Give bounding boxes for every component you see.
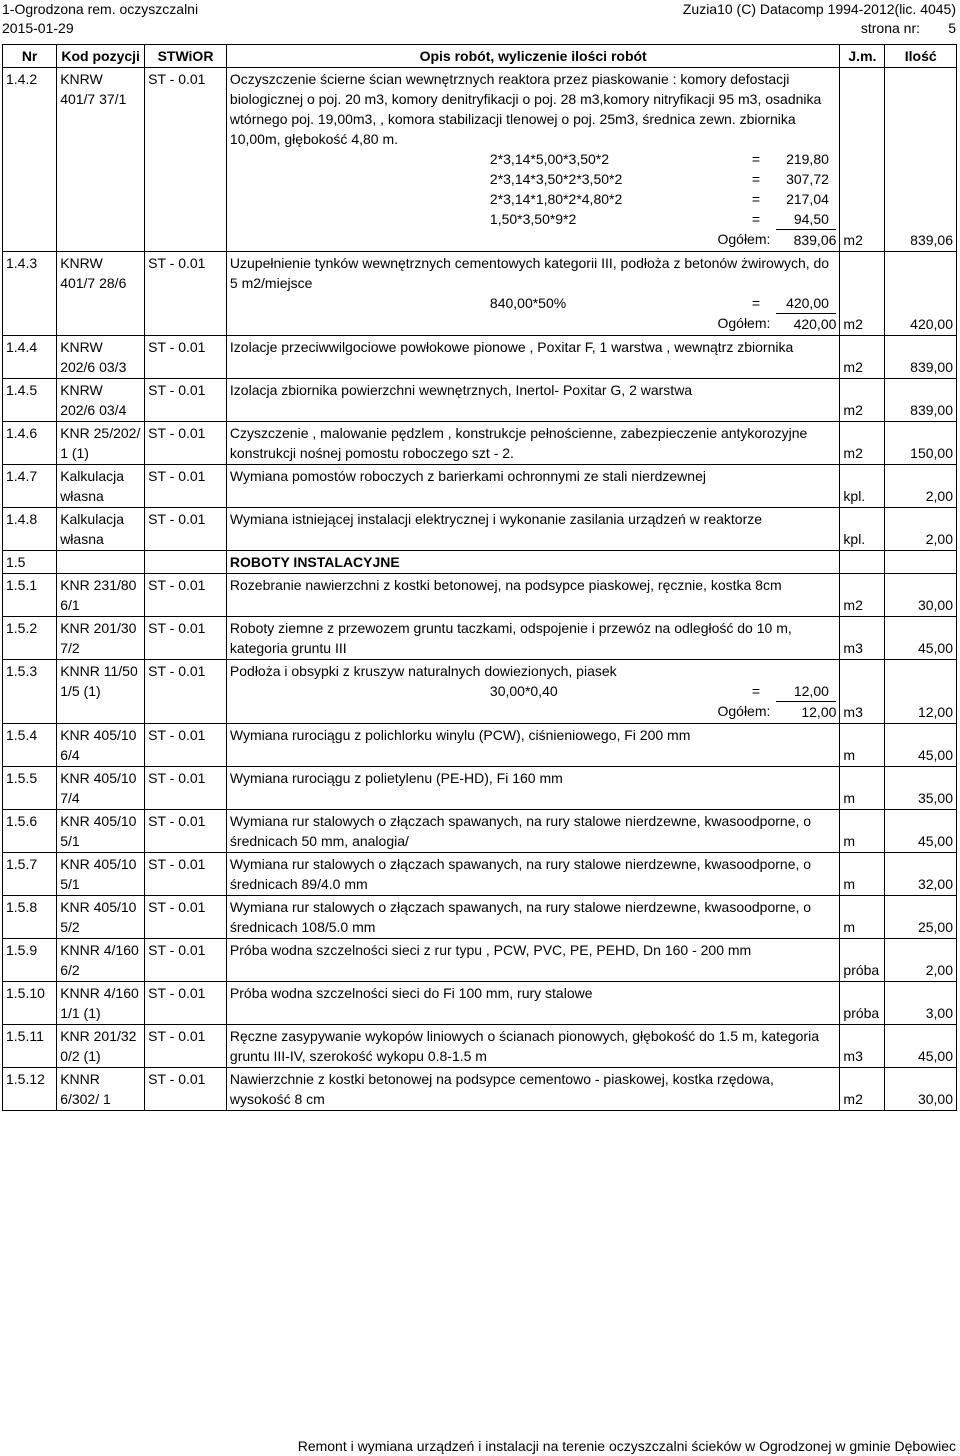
row-ilosc: 30,00 (885, 574, 957, 617)
row-stwior: ST - 0.01 (145, 508, 227, 551)
row-stwior: ST - 0.01 (145, 853, 227, 896)
calc-val: 420,00 (786, 295, 829, 311)
calc-expr: 840,00*50% (489, 295, 567, 311)
row-ilosc: 839,00 (885, 379, 957, 422)
calc-val: 94,50 (793, 211, 829, 227)
row-opis (226, 551, 840, 574)
row-description: Wymiana pomostów roboczych z barierkami ochronnymi ze stali nierdzewnej (229, 468, 706, 484)
row-stwior: ST - 0.01 (145, 660, 227, 724)
row-description: Wymiana rurociągu z polietylenu (PE-HD), Fi 160 mm (229, 770, 563, 786)
row-nr: 1.4.6 (3, 422, 57, 465)
row-description: Wymiana rurociągu z polichlorku winylu (PCW), ciśnieniowego, Fi 200 mm (229, 727, 691, 743)
row-opis (226, 810, 840, 853)
row-kod: KNRW 202/6 03/4 (57, 379, 145, 422)
calc-expr: 2*3,14*1,80*2*4,80*2 (489, 191, 623, 207)
calc-expr: 1,50*3,50*9*2 (489, 211, 577, 227)
row-opis (226, 336, 840, 379)
col-header-kod: Kod pozycji (57, 45, 145, 68)
calc-line (230, 189, 837, 209)
row-description: Podłoża i obsypki z kruszyw naturalnych dowiezionych, piasek (229, 663, 617, 679)
row-stwior: ST - 0.01 (145, 939, 227, 982)
row-nr: 1.4.4 (3, 336, 57, 379)
software-info: Zuzia10 (C) Datacomp 1994-2012(lic. 4045) (682, 1, 956, 17)
calc-eq: = (751, 151, 761, 167)
row-description: Uzupełnienie tynków wewnętrznych cementowych kategorii III, podłoża z betonów żwirowych, do 5 m2/miejsce (229, 255, 830, 291)
row-stwior: ST - 0.01 (145, 617, 227, 660)
row-kod: KNNR 6/302/ 1 (57, 1068, 145, 1111)
row-description: Rozebranie nawierzchni z kostki betonowej, na podsypce piaskowej, ręcznie, kostka 8cm (229, 577, 782, 593)
row-ilosc: 12,00 (885, 660, 957, 724)
cost-table (2, 44, 957, 1111)
row-description: Izolacje przeciwwilgociowe powłokowe pionowe , Poxitar F, 1 warstwa , wewnątrz zbiornika (229, 339, 794, 355)
row-jm: m3 (840, 617, 885, 660)
row-opis (226, 68, 840, 252)
row-nr: 1.5.1 (3, 574, 57, 617)
calc-line (230, 293, 837, 313)
row-ilosc: 2,00 (885, 465, 957, 508)
row-nr: 1.4.8 (3, 508, 57, 551)
row-nr: 1.5.11 (3, 1025, 57, 1068)
row-jm: m (840, 810, 885, 853)
row-stwior: ST - 0.01 (145, 379, 227, 422)
row-nr: 1.4.7 (3, 465, 57, 508)
table-row (3, 336, 957, 379)
row-stwior: ST - 0.01 (145, 574, 227, 617)
row-jm: m2 (840, 336, 885, 379)
row-ilosc: 3,00 (885, 982, 957, 1025)
row-ilosc: 839,00 (885, 336, 957, 379)
row-kod: KNR 405/10 5/2 (57, 896, 145, 939)
row-jm: m (840, 767, 885, 810)
row-stwior (145, 551, 227, 574)
table-row (3, 939, 957, 982)
row-jm: kpl. (840, 508, 885, 551)
row-description: Izolacja zbiornika powierzchni wewnętrznych, Inertol- Poxitar G, 2 warstwa (229, 382, 693, 398)
table-row (3, 853, 957, 896)
row-description: Roboty ziemne z przewozem gruntu taczkami, odspojenie i przewóz na odległość do 10 m, kategoria gruntu III (229, 620, 792, 656)
row-kod: KNRW 401/7 28/6 (57, 252, 145, 336)
table-row (3, 465, 957, 508)
row-kod: KNRW 401/7 37/1 (57, 68, 145, 252)
row-nr: 1.5.5 (3, 767, 57, 810)
row-nr: 1.4.2 (3, 68, 57, 252)
row-stwior: ST - 0.01 (145, 422, 227, 465)
row-stwior: ST - 0.01 (145, 724, 227, 767)
calc-eq: = (751, 191, 761, 207)
row-stwior: ST - 0.01 (145, 336, 227, 379)
row-stwior: ST - 0.01 (145, 1068, 227, 1111)
page-number: 5 (948, 20, 956, 36)
calc-eq: = (751, 171, 761, 187)
row-stwior: ST - 0.01 (145, 1025, 227, 1068)
row-ilosc: 45,00 (885, 1025, 957, 1068)
row-opis (226, 1068, 840, 1111)
row-jm: m2 (840, 379, 885, 422)
total-value: 12,00 (776, 701, 836, 722)
col-header-nr: Nr (3, 45, 57, 68)
row-jm: m3 (840, 660, 885, 724)
row-nr: 1.5.9 (3, 939, 57, 982)
row-ilosc: 150,00 (885, 422, 957, 465)
row-opis (226, 422, 840, 465)
total-value: 839,06 (776, 229, 836, 250)
row-opis (226, 1025, 840, 1068)
table-row (3, 574, 957, 617)
table-row (3, 1068, 957, 1111)
row-opis (226, 379, 840, 422)
document-title: 1-Ogrodzona rem. oczyszczalni (2, 1, 199, 17)
calc-val: 219,80 (786, 151, 829, 167)
row-opis (226, 896, 840, 939)
row-ilosc: 30,00 (885, 1068, 957, 1111)
row-stwior: ST - 0.01 (145, 767, 227, 810)
row-kod: Kalkulacja własna (57, 508, 145, 551)
total-label: Ogółem: (717, 231, 771, 247)
calc-line (230, 681, 837, 701)
table-row (3, 508, 957, 551)
row-jm: m (840, 896, 885, 939)
row-kod: KNR 231/80 6/1 (57, 574, 145, 617)
row-stwior: ST - 0.01 (145, 465, 227, 508)
row-jm: próba (840, 982, 885, 1025)
row-kod: KNR 405/10 5/1 (57, 853, 145, 896)
row-kod: KNRW 202/6 03/3 (57, 336, 145, 379)
table-row (3, 724, 957, 767)
table-row (3, 767, 957, 810)
row-jm: próba (840, 939, 885, 982)
row-opis (226, 508, 840, 551)
document-date: 2015-01-29 (2, 20, 74, 36)
table-row (3, 551, 957, 574)
table-row (3, 379, 957, 422)
row-kod: KNR 405/10 7/4 (57, 767, 145, 810)
calc-line (230, 169, 837, 189)
total-line (230, 313, 837, 334)
table-row (3, 252, 957, 336)
row-kod: KNR 405/10 6/4 (57, 724, 145, 767)
row-ilosc: 35,00 (885, 767, 957, 810)
header-line-1 (0, 1, 960, 18)
row-description: ROBOTY INSTALACYJNE (229, 554, 400, 570)
row-nr: 1.5.4 (3, 724, 57, 767)
table-row (3, 617, 957, 660)
row-opis (226, 465, 840, 508)
row-stwior: ST - 0.01 (145, 896, 227, 939)
row-kod: KNNR 4/160 6/2 (57, 939, 145, 982)
row-opis (226, 853, 840, 896)
row-opis (226, 767, 840, 810)
calc-expr: 30,00*0,40 (489, 683, 558, 699)
row-ilosc: 25,00 (885, 896, 957, 939)
row-stwior: ST - 0.01 (145, 810, 227, 853)
row-description: Próba wodna szczelności sieci z rur typu , PCW, PVC, PE, PEHD, Dn 160 - 200 mm (229, 942, 752, 958)
calc-eq: = (751, 683, 761, 699)
row-kod: KNNR 4/160 1/1 (1) (57, 982, 145, 1025)
row-opis (226, 252, 840, 336)
calc-val: 307,72 (786, 171, 829, 187)
row-nr: 1.5 (3, 551, 57, 574)
calc-eq: = (751, 211, 761, 227)
row-ilosc: 45,00 (885, 724, 957, 767)
row-ilosc: 2,00 (885, 939, 957, 982)
total-label: Ogółem: (717, 315, 771, 331)
row-kod: Kalkulacja własna (57, 465, 145, 508)
col-header-jm: J.m. (840, 45, 885, 68)
row-kod: KNR 201/30 7/2 (57, 617, 145, 660)
row-ilosc: 45,00 (885, 617, 957, 660)
row-stwior: ST - 0.01 (145, 252, 227, 336)
row-stwior: ST - 0.01 (145, 982, 227, 1025)
row-ilosc: 2,00 (885, 508, 957, 551)
row-jm (840, 551, 885, 574)
total-label: Ogółem: (717, 703, 771, 719)
row-opis (226, 617, 840, 660)
row-nr: 1.5.8 (3, 896, 57, 939)
row-jm: m2 (840, 252, 885, 336)
calc-line (230, 149, 837, 169)
row-nr: 1.5.10 (3, 982, 57, 1025)
row-jm: m3 (840, 1025, 885, 1068)
col-header-stwior: STWiOR (145, 45, 227, 68)
table-row (3, 660, 957, 724)
row-opis (226, 574, 840, 617)
row-kod: KNR 405/10 5/1 (57, 810, 145, 853)
table-header-row (3, 45, 957, 68)
col-header-ilosc: Ilość (885, 45, 957, 68)
row-nr: 1.5.6 (3, 810, 57, 853)
row-nr: 1.4.5 (3, 379, 57, 422)
row-opis (226, 660, 840, 724)
row-kod (57, 551, 145, 574)
row-ilosc: 32,00 (885, 853, 957, 896)
page-footer: Remont i wymiana urządzeń i instalacji na terenie oczyszczalni ścieków w Ogrodzonej w gminie Dębowiec (297, 1438, 956, 1454)
row-opis (226, 982, 840, 1025)
row-opis (226, 724, 840, 767)
row-description: Oczyszczenie ścierne ścian wewnętrznych reaktora przez piaskowanie : komory defostacji biologicznej o poj. 20 m3, komory denitryfikacji o poj. 28 m3,komory nitryfikacji 95 m3, osadnika wtórnego poj. 19,00m3, , komora stabilizacji tlenowej o poj. 25m3, średnica zewn. zbiornika 10,00m, głębokość 4,80 m. (229, 71, 822, 147)
row-nr: 1.5.7 (3, 853, 57, 896)
total-line (230, 229, 837, 250)
row-opis (226, 939, 840, 982)
row-stwior: ST - 0.01 (145, 68, 227, 252)
row-jm: m2 (840, 422, 885, 465)
table-row (3, 810, 957, 853)
row-description: Próba wodna szczelności sieci do Fi 100 mm, rury stalowe (229, 985, 593, 1001)
row-nr: 1.5.3 (3, 660, 57, 724)
row-jm: m2 (840, 1068, 885, 1111)
row-ilosc: 45,00 (885, 810, 957, 853)
calc-val: 12,00 (793, 683, 829, 699)
calc-expr: 2*3,14*3,50*2*3,50*2 (489, 171, 623, 187)
row-description: Wymiana rur stalowych o złączach spawanych, na rury stalowe nierdzewne, kwasoodporne, o średnicach 50 mm, analogia/ (229, 813, 812, 849)
row-ilosc (885, 551, 957, 574)
row-kod: KNR 25/202/ 1 (1) (57, 422, 145, 465)
row-jm: m (840, 724, 885, 767)
row-jm: m2 (840, 68, 885, 252)
calc-expr: 2*3,14*5,00*3,50*2 (489, 151, 610, 167)
row-ilosc: 420,00 (885, 252, 957, 336)
row-description: Ręczne zasypywanie wykopów liniowych o ścianach pionowych, głębokość do 1.5 m, kategoria gruntu III-IV, szerokość wykopu 0.8-1.5 m (229, 1028, 819, 1064)
row-ilosc: 839,06 (885, 68, 957, 252)
calc-val: 217,04 (786, 191, 829, 207)
header-line-2 (0, 20, 960, 37)
calc-line (230, 209, 837, 229)
row-description: Czyszczenie , malowanie pędzlem , konstrukcje pełnościenne, zabezpieczenie antykorozyjne konstrukcji nośnej pomostu roboczego szt - 2. (229, 425, 808, 461)
table-row (3, 896, 957, 939)
col-header-opis: Opis robót, wyliczenie ilości robót (226, 45, 840, 68)
row-description: Wymiana rur stalowych o złączach spawanych, na rury stalowe nierdzewne, kwasoodporne, o średnicach 89/4.0 mm (229, 856, 812, 892)
row-jm: m (840, 853, 885, 896)
table-row (3, 68, 957, 252)
calc-eq: = (751, 295, 761, 311)
row-kod: KNNR 11/50 1/5 (1) (57, 660, 145, 724)
row-nr: 1.4.3 (3, 252, 57, 336)
table-row (3, 1025, 957, 1068)
row-jm: m2 (840, 574, 885, 617)
table-row (3, 422, 957, 465)
row-jm: kpl. (840, 465, 885, 508)
row-nr: 1.5.12 (3, 1068, 57, 1111)
row-description: Wymiana istniejącej instalacji elektrycznej i wykonanie zasilania urządzeń w reaktorze (229, 511, 763, 527)
row-nr: 1.5.2 (3, 617, 57, 660)
row-kod: KNR 201/32 0/2 (1) (57, 1025, 145, 1068)
page-label: strona nr: (860, 20, 920, 36)
total-value: 420,00 (776, 313, 836, 334)
table-row (3, 982, 957, 1025)
total-line (230, 701, 837, 722)
row-description: Nawierzchnie z kostki betonowej na podsypce cementowo - piaskowej, kostka rzędowa, wysokość 8 cm (229, 1071, 774, 1107)
row-description: Wymiana rur stalowych o złączach spawanych, na rury stalowe nierdzewne, kwasoodporne, o średnicach 108/5.0 mm (229, 899, 812, 935)
